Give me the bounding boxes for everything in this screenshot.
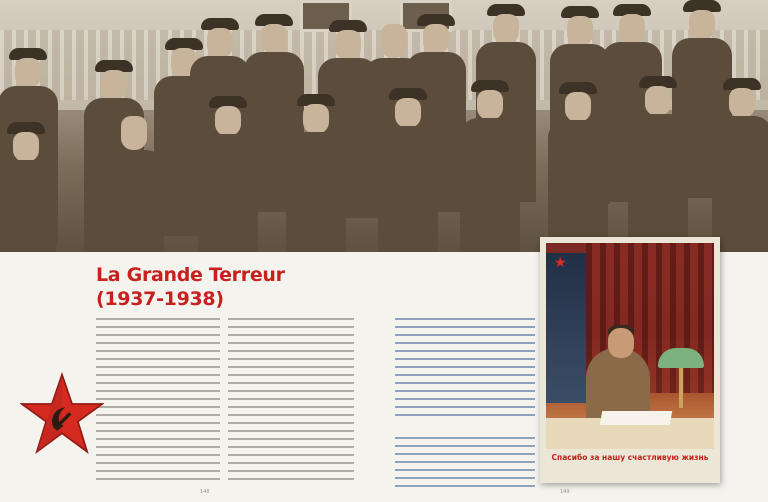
body-text-column-1 [96, 318, 220, 486]
article-title [96, 263, 285, 311]
kremlin-star-icon: ★ [554, 255, 567, 271]
article-title-line-1: La Grande Terreur [96, 264, 285, 286]
propaganda-poster [540, 237, 720, 483]
page-number-right: 149 [560, 489, 570, 495]
poster-illustration [546, 243, 714, 449]
caption-text-block-2 [395, 437, 535, 489]
caption-text-block [395, 318, 535, 418]
body-text-column-2 [228, 318, 354, 486]
poster-slogan: Спасибо за нашу счастливую жизнь [551, 453, 709, 462]
page-number-left: 148 [200, 489, 210, 495]
desk-lamp-icon [658, 348, 704, 368]
article-title-line-2: (1937-1938) [96, 288, 224, 310]
red-star-icon [20, 372, 104, 456]
